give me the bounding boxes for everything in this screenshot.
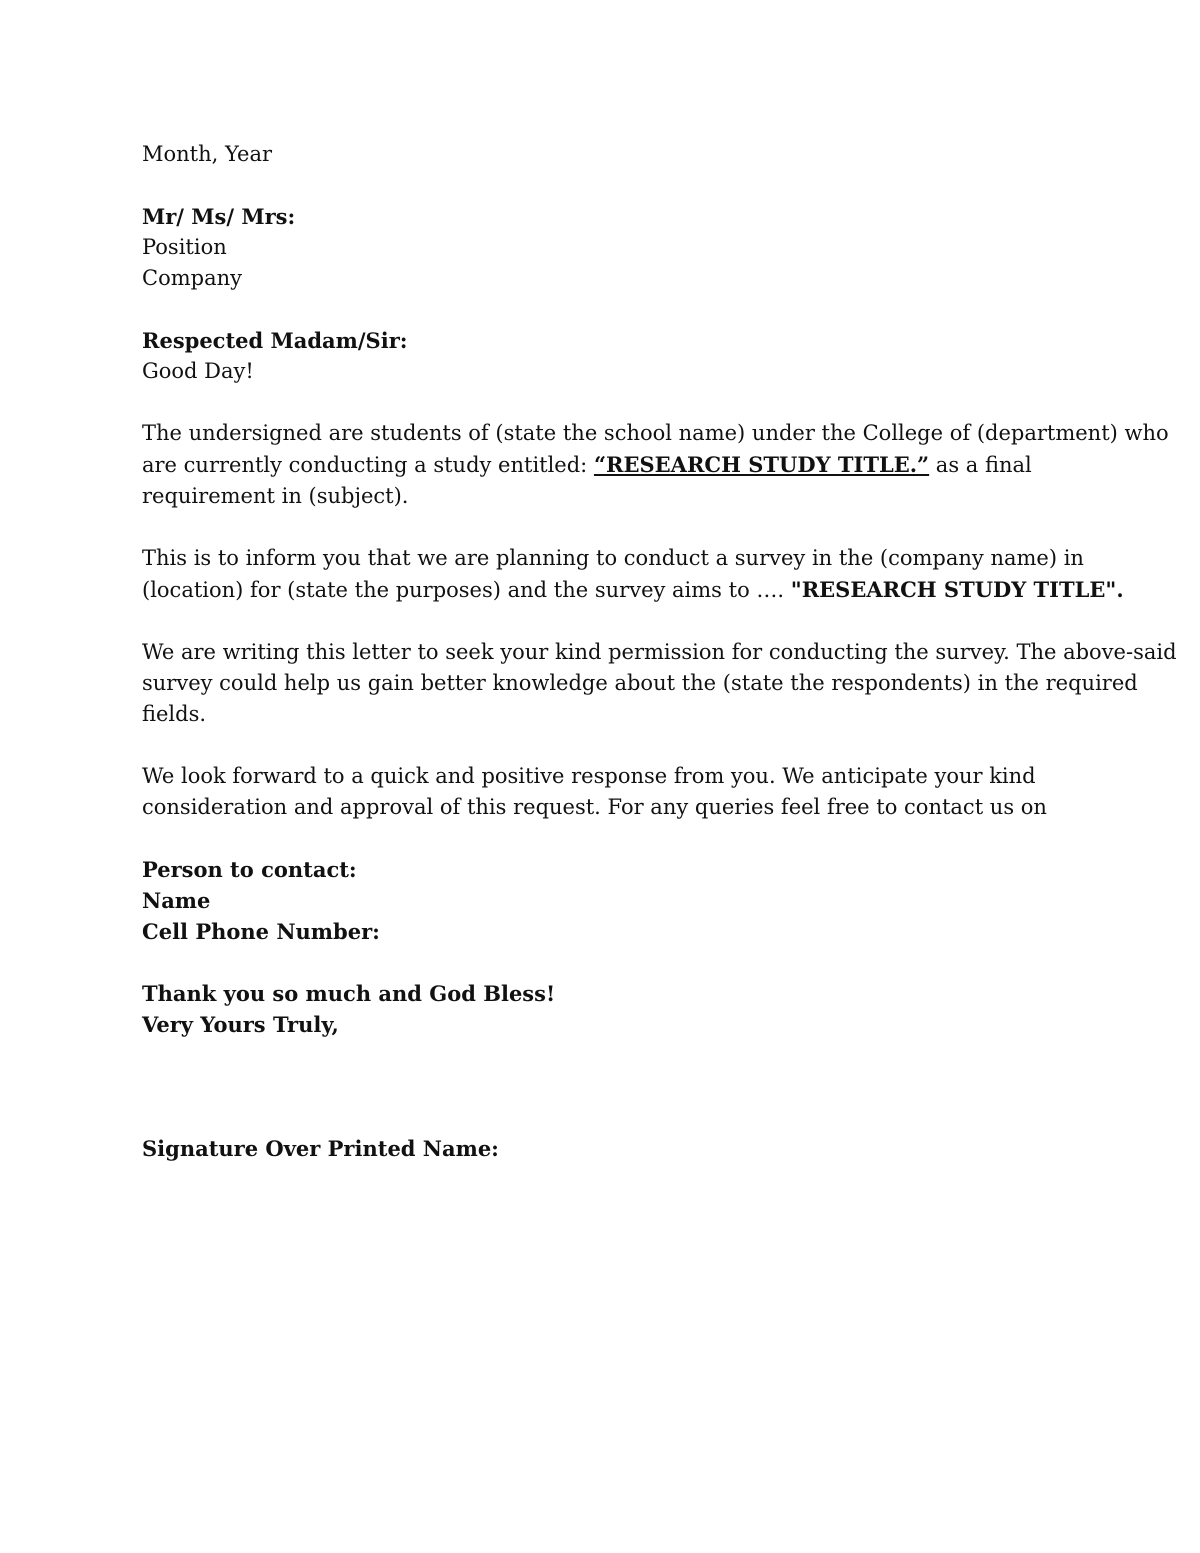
date-block — [142, 139, 1072, 170]
research-title-bold: "RESEARCH STUDY TITLE". — [790, 577, 1124, 602]
paragraph-3-line-2: survey could help us gain better knowledge about the (state the respondents) in the required — [142, 671, 1138, 695]
paragraph-3-line-1: We are writing this letter to seek your kind permission for conducting the survey. The above-said — [142, 640, 1177, 664]
contact-name: Name — [142, 888, 211, 913]
recipient-position: Position — [142, 235, 227, 259]
contact-phone: Cell Phone Number: — [142, 919, 380, 944]
date-line: Month, Year — [142, 142, 273, 166]
recipient-company: Company — [142, 266, 242, 290]
closing-sign-off: Very Yours Truly, — [142, 1012, 339, 1037]
paragraph-1-line-2-after: as a final — [929, 453, 1032, 477]
signature-block — [142, 1133, 1072, 1164]
contact-block — [142, 854, 1072, 947]
signature-space — [142, 1040, 1072, 1133]
greeting-line: Good Day! — [142, 359, 254, 383]
research-title-underlined: “RESEARCH STUDY TITLE.” — [593, 452, 930, 477]
paragraph-1-line-1: The undersigned are students of (state the school name) under the College of (department) who — [142, 421, 1169, 445]
paragraph-2-line-2-before: (location) for (state the purposes) and the survey aims to …. — [142, 578, 791, 602]
signature-label: Signature Over Printed Name: — [142, 1136, 499, 1161]
contact-heading: Person to contact: — [142, 857, 357, 882]
paragraph-1-line-2-before: are currently conducting a study entitled: — [142, 453, 594, 477]
paragraph-1-line-3: requirement in (subject). — [142, 484, 409, 508]
paragraph-2 — [142, 543, 1124, 606]
paragraph-1-line-2 — [142, 449, 1072, 481]
closing-thanks: Thank you so much and God Bless! — [142, 981, 556, 1006]
paragraph-4-line-1: We look forward to a quick and positive response from you. We anticipate your kind — [142, 764, 1036, 788]
recipient-salutation: Mr/ Ms/ Mrs: — [142, 204, 296, 229]
closing-block — [142, 978, 1072, 1040]
paragraph-3-line-3: fields. — [142, 702, 207, 726]
paragraph-2-line-1: This is to inform you that we are planning to conduct a survey in the (company name) in — [142, 546, 1084, 570]
paragraph-4 — [142, 761, 1072, 823]
paragraph-4-line-2: consideration and approval of this request. For any queries feel free to contact us on — [142, 795, 1047, 819]
letter-body — [142, 139, 1177, 1164]
paragraph-1 — [142, 418, 1169, 512]
greeting-heading: Respected Madam/Sir: — [142, 328, 408, 353]
greeting-block — [142, 325, 1072, 387]
paragraph-3 — [142, 637, 1177, 730]
recipient-block — [142, 201, 1072, 294]
paragraph-2-line-2 — [142, 574, 1124, 606]
